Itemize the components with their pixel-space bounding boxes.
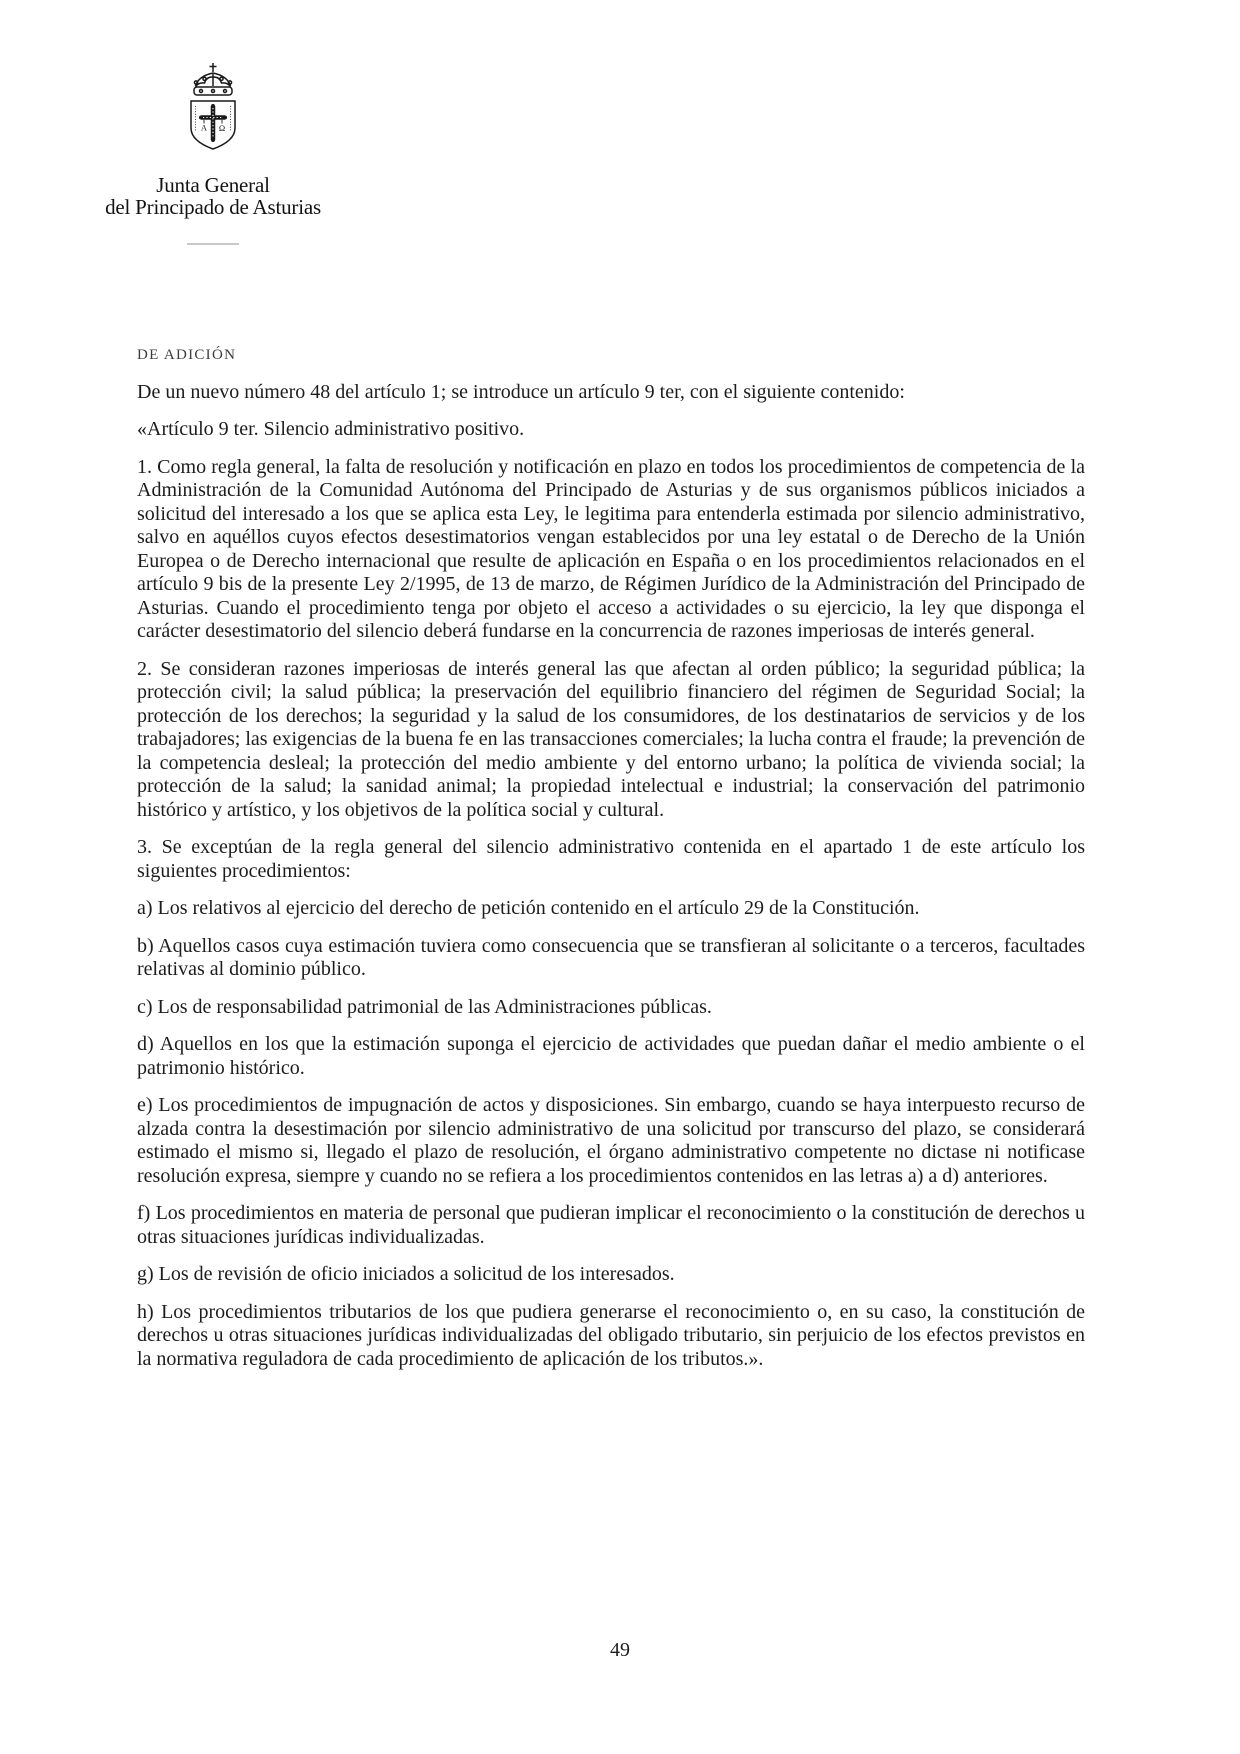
institution-name	[105, 174, 321, 218]
institution-name-line1: Junta General	[156, 173, 270, 197]
item-c: c) Los de responsabilidad patrimonial de las Administraciones públicas.	[137, 995, 712, 1018]
page-number: 49	[610, 1639, 630, 1661]
item-d: d) Aquellos en los que la estimación suponga el ejercicio de actividades que puedan dañar el medio ambiente o el patrimonio histórico.	[137, 1033, 1085, 1079]
header-divider	[187, 243, 239, 245]
asturias-coat-of-arms-icon	[168, 60, 258, 162]
item-f: f) Los procedimientos en materia de personal que pudieran implicar el reconocimiento o la constitución de derechos u otras situaciones jurídicas individualizadas.	[137, 1202, 1085, 1248]
item-e: e) Los procedimientos de impugnación de actos y disposiciones. Sin embargo, cuando se haya interpuesto recurso de alzada contra la desestimación por silencio administrativo de una solicitud por transcurso del plazo, se considerará estimado el mismo si, llegado el plazo de resolución, el órgano administrativo competente no dictase ni notificase resolución expresa, siempre y cuando no se refiera a los procedimientos contenidos en las letras a) a d) anteriores.	[137, 1094, 1085, 1187]
document-body	[137, 344, 1085, 1385]
paragraph-3: 3. Se exceptúan de la regla general del silencio administrativo contenida en el apartado 1 de este artículo los siguientes procedimientos:	[137, 836, 1085, 882]
item-b: b) Aquellos casos cuya estimación tuviera como consecuencia que se transfieran al solicitante o a terceros, facultades relativas al dominio público.	[137, 934, 1085, 980]
paragraph-2: 2. Se consideran razones imperiosas de interés general las que afectan al orden público; la seguridad pública; la protección civil; la salud pública; la preservación del equilibrio financiero del régimen de Seguridad Social; la protección de los derechos; la seguridad y la salud de los consumidores, de los destinatarios de servicios y de los trabajadores; las exigencias de la buena fe en las transacciones comerciales; la lucha contra el fraude; la prevención de la competencia desleal; la protección del medio ambiente y del entorno urbano; la política de vivienda social; la protección de la salud; la sanidad animal; la propiedad intelectual e industrial; la conservación del patrimonio histórico y artístico, y los objetivos de la política social y cultural.	[137, 657, 1085, 821]
section-heading: DE ADICIÓN	[137, 347, 237, 363]
svg-text:Ω: Ω	[218, 123, 226, 133]
paragraph-1: 1. Como regla general, la falta de resolución y notificación en plazo en todos los procedimientos de competencia de la Administración de la Comunidad Autónoma del Principado de Asturias y de sus organismos públicos iniciados a solicitud del interesado a los que se aplica esta Ley, le legitima para entenderla estimada por silencio administrativo, salvo en aquéllos cuyos efectos desestimatorios vengan establecidos por una ley estatal o de Derecho de la Unión Europea o de Derecho internacional que resulte de aplicación en España o en los procedimientos relacionados en el artículo 9 bis de la presente Ley 2/1995, de 13 de marzo, de Régimen Jurídico de la Administración del Principado de Asturias. Cuando el procedimiento tenga por objeto el acceso a actividades o su ejercicio, la ley que disponga el carácter desestimatorio del silencio deberá fundarse en la concurrencia de razones imperiosas de interés general.	[137, 455, 1085, 642]
item-g: g) Los de revisión de oficio iniciados a solicitud de los interesados.	[137, 1263, 675, 1285]
svg-text:Α: Α	[200, 122, 208, 133]
institution-name-line2: del Principado de Asturias	[105, 195, 321, 219]
institution-logo	[83, 52, 343, 245]
article-title: «Artículo 9 ter. Silencio administrativo positivo.	[137, 418, 525, 440]
item-h: h) Los procedimientos tributarios de los que pudiera generarse el reconocimiento o, en su caso, la constitución de derechos u otras situaciones jurídicas individualizadas del obligado tributario, sin perjuicio de los efectos previstos en la normativa reguladora de cada procedimiento de aplicación de los tributos.».	[137, 1300, 1085, 1370]
intro-paragraph: De un nuevo número 48 del artículo 1; se introduce un artículo 9 ter, con el siguiente contenido:	[137, 380, 905, 403]
item-a: a) Los relativos al ejercicio del derecho de petición contenido en el artículo 29 de la Constitución.	[137, 897, 920, 919]
